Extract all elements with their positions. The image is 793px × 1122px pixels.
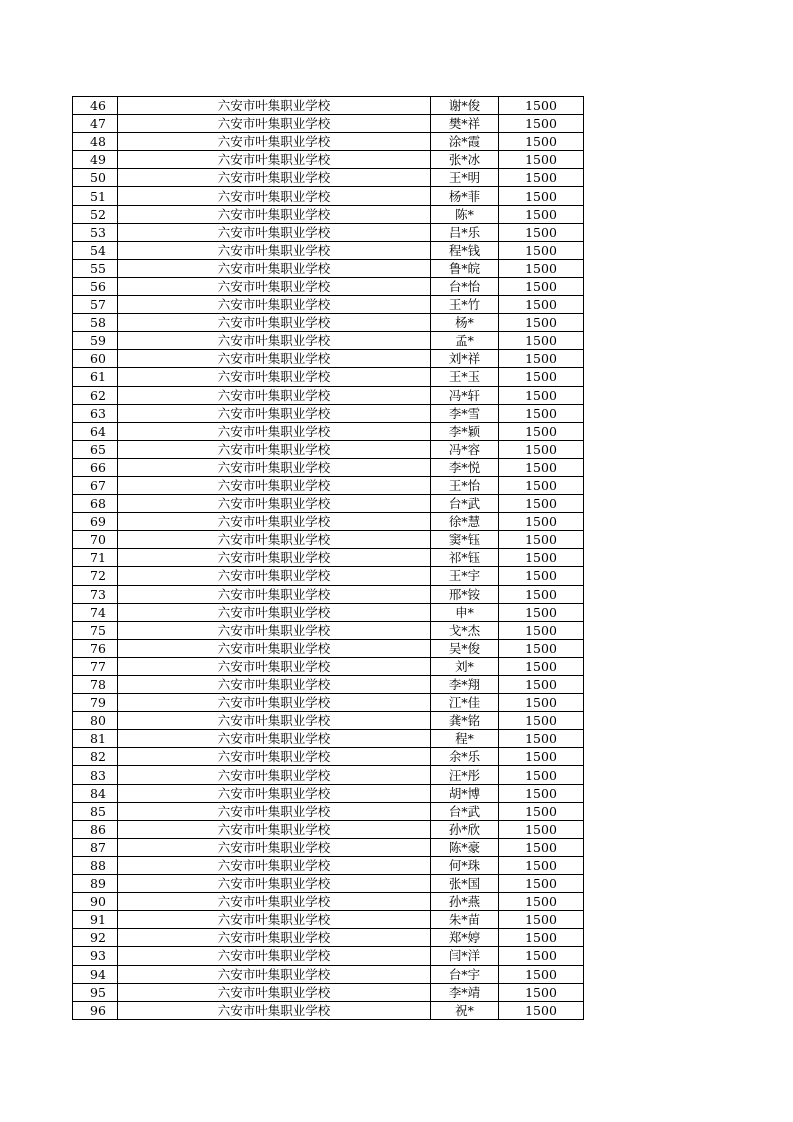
amount-cell: 1500 [499, 820, 584, 838]
school-cell: 六安市叶集职业学校 [118, 422, 431, 440]
amount-cell: 1500 [499, 440, 584, 458]
table-row [73, 676, 584, 694]
row-number-cell: 55 [73, 259, 118, 277]
amount-cell: 1500 [499, 259, 584, 277]
row-number-cell: 72 [73, 567, 118, 585]
table-row [73, 97, 584, 115]
amount-cell: 1500 [499, 495, 584, 513]
table-row [73, 947, 584, 965]
table-row [73, 748, 584, 766]
row-number-cell: 49 [73, 151, 118, 169]
student-name-cell: 胡*博 [431, 784, 499, 802]
school-cell: 六安市叶集职业学校 [118, 386, 431, 404]
student-name-cell: 王*玉 [431, 368, 499, 386]
row-number-cell: 74 [73, 603, 118, 621]
table-row [73, 440, 584, 458]
amount-cell: 1500 [499, 603, 584, 621]
school-cell: 六安市叶集职业学校 [118, 856, 431, 874]
table-row [73, 205, 584, 223]
amount-cell: 1500 [499, 585, 584, 603]
school-cell: 六安市叶集职业学校 [118, 766, 431, 784]
student-name-cell: 刘*祥 [431, 350, 499, 368]
row-number-cell: 62 [73, 386, 118, 404]
student-name-cell: 李*雪 [431, 404, 499, 422]
school-cell: 六安市叶集职业学校 [118, 115, 431, 133]
row-number-cell: 86 [73, 820, 118, 838]
student-name-cell: 江*佳 [431, 694, 499, 712]
school-cell: 六安市叶集职业学校 [118, 567, 431, 585]
table-row [73, 639, 584, 657]
student-name-cell: 樊*祥 [431, 115, 499, 133]
amount-cell: 1500 [499, 712, 584, 730]
amount-cell: 1500 [499, 277, 584, 295]
school-cell: 六安市叶集职业学校 [118, 223, 431, 241]
school-cell: 六安市叶集职业学校 [118, 929, 431, 947]
student-name-cell: 刘* [431, 657, 499, 675]
amount-cell: 1500 [499, 97, 584, 115]
student-name-cell: 邢*铵 [431, 585, 499, 603]
table-row [73, 169, 584, 187]
amount-cell: 1500 [499, 784, 584, 802]
row-number-cell: 80 [73, 712, 118, 730]
school-cell: 六安市叶集职业学校 [118, 241, 431, 259]
table-row [73, 802, 584, 820]
amount-cell: 1500 [499, 694, 584, 712]
student-name-cell: 程*钱 [431, 241, 499, 259]
school-cell: 六安市叶集职业学校 [118, 585, 431, 603]
amount-cell: 1500 [499, 567, 584, 585]
amount-cell: 1500 [499, 386, 584, 404]
school-cell: 六安市叶集职业学校 [118, 911, 431, 929]
amount-cell: 1500 [499, 748, 584, 766]
student-name-cell: 杨* [431, 314, 499, 332]
school-cell: 六安市叶集职业学校 [118, 965, 431, 983]
table-row [73, 1001, 584, 1019]
row-number-cell: 76 [73, 639, 118, 657]
row-number-cell: 52 [73, 205, 118, 223]
school-cell: 六安市叶集职业学校 [118, 151, 431, 169]
school-cell: 六安市叶集职业学校 [118, 712, 431, 730]
table-row [73, 621, 584, 639]
table-row [73, 712, 584, 730]
row-number-cell: 67 [73, 476, 118, 494]
row-number-cell: 85 [73, 802, 118, 820]
amount-cell: 1500 [499, 133, 584, 151]
table-row [73, 929, 584, 947]
student-name-cell: 祝* [431, 1001, 499, 1019]
subsidy-table [72, 96, 584, 1020]
student-name-cell: 郑*婷 [431, 929, 499, 947]
amount-cell: 1500 [499, 314, 584, 332]
row-number-cell: 70 [73, 531, 118, 549]
amount-cell: 1500 [499, 929, 584, 947]
school-cell: 六安市叶集职业学校 [118, 1001, 431, 1019]
student-name-cell: 台*怡 [431, 277, 499, 295]
amount-cell: 1500 [499, 965, 584, 983]
row-number-cell: 75 [73, 621, 118, 639]
amount-cell: 1500 [499, 187, 584, 205]
amount-cell: 1500 [499, 802, 584, 820]
row-number-cell: 64 [73, 422, 118, 440]
student-name-cell: 李*靖 [431, 983, 499, 1001]
row-number-cell: 47 [73, 115, 118, 133]
row-number-cell: 61 [73, 368, 118, 386]
amount-cell: 1500 [499, 205, 584, 223]
table-row [73, 911, 584, 929]
row-number-cell: 81 [73, 730, 118, 748]
table-row [73, 277, 584, 295]
row-number-cell: 56 [73, 277, 118, 295]
table-row [73, 259, 584, 277]
student-name-cell: 杨*菲 [431, 187, 499, 205]
amount-cell: 1500 [499, 458, 584, 476]
student-name-cell: 朱*苗 [431, 911, 499, 929]
student-name-cell: 王*明 [431, 169, 499, 187]
table-row [73, 820, 584, 838]
row-number-cell: 90 [73, 893, 118, 911]
row-number-cell: 46 [73, 97, 118, 115]
row-number-cell: 51 [73, 187, 118, 205]
table-row [73, 875, 584, 893]
row-number-cell: 84 [73, 784, 118, 802]
student-name-cell: 龚*铭 [431, 712, 499, 730]
amount-cell: 1500 [499, 513, 584, 531]
amount-cell: 1500 [499, 676, 584, 694]
amount-cell: 1500 [499, 169, 584, 187]
table-row [73, 422, 584, 440]
school-cell: 六安市叶集职业学校 [118, 947, 431, 965]
row-number-cell: 60 [73, 350, 118, 368]
student-name-cell: 吴*俊 [431, 639, 499, 657]
amount-cell: 1500 [499, 875, 584, 893]
table-row [73, 838, 584, 856]
school-cell: 六安市叶集职业学校 [118, 169, 431, 187]
row-number-cell: 65 [73, 440, 118, 458]
amount-cell: 1500 [499, 657, 584, 675]
school-cell: 六安市叶集职业学校 [118, 676, 431, 694]
amount-cell: 1500 [499, 1001, 584, 1019]
row-number-cell: 50 [73, 169, 118, 187]
table-row [73, 404, 584, 422]
row-number-cell: 89 [73, 875, 118, 893]
table-row [73, 603, 584, 621]
school-cell: 六安市叶集职业学校 [118, 350, 431, 368]
table-row [73, 549, 584, 567]
row-number-cell: 94 [73, 965, 118, 983]
table-row [73, 784, 584, 802]
amount-cell: 1500 [499, 766, 584, 784]
row-number-cell: 77 [73, 657, 118, 675]
student-name-cell: 陈* [431, 205, 499, 223]
amount-cell: 1500 [499, 476, 584, 494]
student-name-cell: 祁*钰 [431, 549, 499, 567]
row-number-cell: 53 [73, 223, 118, 241]
school-cell: 六安市叶集职业学校 [118, 820, 431, 838]
school-cell: 六安市叶集职业学校 [118, 187, 431, 205]
student-name-cell: 李*翔 [431, 676, 499, 694]
student-name-cell: 余*乐 [431, 748, 499, 766]
school-cell: 六安市叶集职业学校 [118, 97, 431, 115]
row-number-cell: 71 [73, 549, 118, 567]
school-cell: 六安市叶集职业学校 [118, 458, 431, 476]
school-cell: 六安市叶集职业学校 [118, 314, 431, 332]
row-number-cell: 96 [73, 1001, 118, 1019]
school-cell: 六安市叶集职业学校 [118, 513, 431, 531]
school-cell: 六安市叶集职业学校 [118, 205, 431, 223]
row-number-cell: 66 [73, 458, 118, 476]
student-name-cell: 孟* [431, 332, 499, 350]
table-row [73, 133, 584, 151]
amount-cell: 1500 [499, 856, 584, 874]
table-row [73, 350, 584, 368]
row-number-cell: 48 [73, 133, 118, 151]
student-name-cell: 吕*乐 [431, 223, 499, 241]
row-number-cell: 87 [73, 838, 118, 856]
school-cell: 六安市叶集职业学校 [118, 440, 431, 458]
student-name-cell: 鲁*皖 [431, 259, 499, 277]
table-row [73, 368, 584, 386]
school-cell: 六安市叶集职业学校 [118, 332, 431, 350]
table-row [73, 476, 584, 494]
table-row [73, 531, 584, 549]
school-cell: 六安市叶集职业学校 [118, 983, 431, 1001]
table-row [73, 766, 584, 784]
school-cell: 六安市叶集职业学校 [118, 802, 431, 820]
school-cell: 六安市叶集职业学校 [118, 368, 431, 386]
row-number-cell: 91 [73, 911, 118, 929]
student-name-cell: 闫*洋 [431, 947, 499, 965]
school-cell: 六安市叶集职业学校 [118, 476, 431, 494]
school-cell: 六安市叶集职业学校 [118, 531, 431, 549]
school-cell: 六安市叶集职业学校 [118, 875, 431, 893]
table-row [73, 151, 584, 169]
school-cell: 六安市叶集职业学校 [118, 838, 431, 856]
student-name-cell: 孙*燕 [431, 893, 499, 911]
school-cell: 六安市叶集职业学校 [118, 259, 431, 277]
row-number-cell: 78 [73, 676, 118, 694]
amount-cell: 1500 [499, 621, 584, 639]
amount-cell: 1500 [499, 115, 584, 133]
table-row [73, 495, 584, 513]
student-name-cell: 台*武 [431, 802, 499, 820]
amount-cell: 1500 [499, 241, 584, 259]
amount-cell: 1500 [499, 422, 584, 440]
school-cell: 六安市叶集职业学校 [118, 549, 431, 567]
amount-cell: 1500 [499, 730, 584, 748]
student-name-cell: 李*颖 [431, 422, 499, 440]
school-cell: 六安市叶集职业学校 [118, 495, 431, 513]
amount-cell: 1500 [499, 947, 584, 965]
table-row [73, 585, 584, 603]
table-row [73, 458, 584, 476]
row-number-cell: 59 [73, 332, 118, 350]
row-number-cell: 82 [73, 748, 118, 766]
school-cell: 六安市叶集职业学校 [118, 639, 431, 657]
amount-cell: 1500 [499, 223, 584, 241]
student-name-cell: 陈*豪 [431, 838, 499, 856]
amount-cell: 1500 [499, 332, 584, 350]
amount-cell: 1500 [499, 911, 584, 929]
table-row [73, 513, 584, 531]
student-name-cell: 戈*杰 [431, 621, 499, 639]
row-number-cell: 63 [73, 404, 118, 422]
school-cell: 六安市叶集职业学校 [118, 657, 431, 675]
student-name-cell: 王*宇 [431, 567, 499, 585]
row-number-cell: 54 [73, 241, 118, 259]
student-name-cell: 王*竹 [431, 296, 499, 314]
table-row [73, 115, 584, 133]
school-cell: 六安市叶集职业学校 [118, 621, 431, 639]
student-name-cell: 何*珠 [431, 856, 499, 874]
row-number-cell: 73 [73, 585, 118, 603]
amount-cell: 1500 [499, 296, 584, 314]
amount-cell: 1500 [499, 350, 584, 368]
row-number-cell: 88 [73, 856, 118, 874]
amount-cell: 1500 [499, 549, 584, 567]
table-row [73, 694, 584, 712]
school-cell: 六安市叶集职业学校 [118, 784, 431, 802]
student-name-cell: 申* [431, 603, 499, 621]
student-name-cell: 徐*慧 [431, 513, 499, 531]
school-cell: 六安市叶集职业学校 [118, 893, 431, 911]
student-name-cell: 冯*容 [431, 440, 499, 458]
table-row [73, 567, 584, 585]
school-cell: 六安市叶集职业学校 [118, 694, 431, 712]
student-name-cell: 张*国 [431, 875, 499, 893]
school-cell: 六安市叶集职业学校 [118, 730, 431, 748]
row-number-cell: 58 [73, 314, 118, 332]
row-number-cell: 79 [73, 694, 118, 712]
student-name-cell: 李*悦 [431, 458, 499, 476]
student-name-cell: 谢*俊 [431, 97, 499, 115]
row-number-cell: 69 [73, 513, 118, 531]
table-row [73, 223, 584, 241]
row-number-cell: 83 [73, 766, 118, 784]
student-name-cell: 孙*欣 [431, 820, 499, 838]
table-row [73, 187, 584, 205]
amount-cell: 1500 [499, 151, 584, 169]
table-row [73, 657, 584, 675]
school-cell: 六安市叶集职业学校 [118, 404, 431, 422]
amount-cell: 1500 [499, 531, 584, 549]
table-row [73, 296, 584, 314]
table-row [73, 856, 584, 874]
school-cell: 六安市叶集职业学校 [118, 133, 431, 151]
student-name-cell: 涂*霞 [431, 133, 499, 151]
table-row [73, 965, 584, 983]
row-number-cell: 93 [73, 947, 118, 965]
student-name-cell: 王*怡 [431, 476, 499, 494]
row-number-cell: 68 [73, 495, 118, 513]
table-body [73, 97, 584, 1020]
amount-cell: 1500 [499, 368, 584, 386]
table-row [73, 314, 584, 332]
table-row [73, 983, 584, 1001]
table-row [73, 893, 584, 911]
student-name-cell: 台*宇 [431, 965, 499, 983]
table-row [73, 241, 584, 259]
school-cell: 六安市叶集职业学校 [118, 277, 431, 295]
amount-cell: 1500 [499, 404, 584, 422]
amount-cell: 1500 [499, 639, 584, 657]
student-name-cell: 汪*彤 [431, 766, 499, 784]
amount-cell: 1500 [499, 893, 584, 911]
student-name-cell: 程* [431, 730, 499, 748]
table-row [73, 386, 584, 404]
table-row [73, 730, 584, 748]
student-name-cell: 张*冰 [431, 151, 499, 169]
row-number-cell: 92 [73, 929, 118, 947]
school-cell: 六安市叶集职业学校 [118, 603, 431, 621]
student-name-cell: 冯*轩 [431, 386, 499, 404]
row-number-cell: 95 [73, 983, 118, 1001]
student-name-cell: 台*武 [431, 495, 499, 513]
table-row [73, 332, 584, 350]
school-cell: 六安市叶集职业学校 [118, 296, 431, 314]
row-number-cell: 57 [73, 296, 118, 314]
school-cell: 六安市叶集职业学校 [118, 748, 431, 766]
amount-cell: 1500 [499, 838, 584, 856]
student-name-cell: 窦*钰 [431, 531, 499, 549]
amount-cell: 1500 [499, 983, 584, 1001]
